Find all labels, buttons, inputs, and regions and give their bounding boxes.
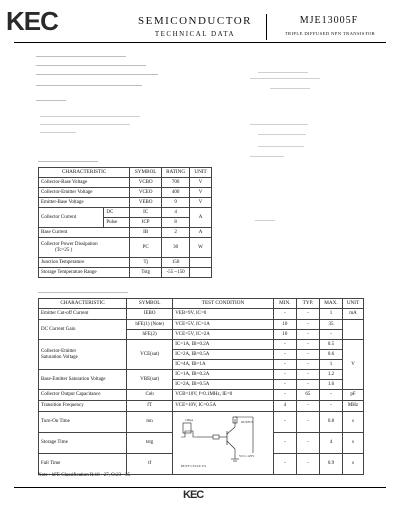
cell: VCE=5V, IC=1A	[173, 320, 274, 330]
cell: ton	[127, 412, 173, 433]
col-header: UNIT	[190, 168, 212, 178]
cell: s	[343, 412, 364, 433]
col-header: TEST CONDITION	[173, 299, 274, 309]
footer-kec-logo: KEC	[183, 489, 204, 501]
cell: IC=1A, IB=0.2A	[173, 370, 274, 380]
cell: Fall Time	[39, 454, 127, 475]
cell: tf	[127, 454, 173, 475]
table-row	[39, 268, 212, 278]
table-row	[39, 258, 212, 268]
resistor	[213, 435, 219, 439]
cell: -	[273, 380, 296, 390]
cell: Emitter Cut-off Current	[39, 309, 127, 320]
cell: 150	[162, 258, 190, 268]
table-row	[39, 178, 212, 188]
header-rule	[14, 42, 386, 43]
cell: -55 ~150	[162, 268, 190, 278]
table-row	[39, 401, 364, 412]
cell: tstg	[127, 433, 173, 454]
cell: V	[190, 198, 212, 208]
cell: -	[296, 433, 319, 454]
faint-drawing-line	[258, 146, 304, 147]
cell: MHz	[343, 401, 364, 412]
cell: 4	[319, 433, 342, 454]
cell: Emitter-Base Voltage	[39, 198, 130, 208]
part-number: MJE13005F	[299, 15, 359, 26]
cell: V	[190, 178, 212, 188]
cell: Collector-Emitter Voltage	[39, 188, 130, 198]
cell: Cob	[127, 390, 173, 401]
electrical-characteristics-table	[38, 298, 364, 475]
col-header: UNIT	[343, 299, 364, 309]
cell: -	[296, 330, 319, 340]
cell: Turn-On Time	[39, 412, 127, 433]
cell: Collector-Base Voltage	[39, 178, 130, 188]
cell: IC=1A, IB=0.2A	[173, 340, 274, 350]
cell: -	[296, 360, 319, 370]
col-header: MIN.	[273, 299, 296, 309]
cell: 9	[162, 198, 190, 208]
circuit-label: VCC=125V	[239, 454, 255, 458]
cell: -	[273, 360, 296, 370]
circuit-label: OUTPUT	[241, 420, 254, 424]
cell: A	[190, 228, 212, 238]
cell: VCE(sat)	[127, 340, 173, 370]
cell: 1	[319, 309, 342, 320]
cell: 700	[162, 178, 190, 188]
cell: VBE(sat)	[127, 370, 173, 390]
cell: s	[343, 433, 364, 454]
faint-text-line	[40, 132, 76, 133]
cell: pF	[343, 390, 364, 401]
part-description: TRIPLE DIFFUSED NPN TRANSISTOR	[284, 31, 376, 36]
cell-line: Saturation Voltage	[41, 354, 78, 360]
table-row	[39, 340, 364, 350]
col-header: SYMBOL	[130, 168, 162, 178]
faint-text-line	[36, 74, 158, 75]
cell: Storage Temperature Range	[39, 268, 130, 278]
col-header: SYMBOL	[127, 299, 173, 309]
cell: 400	[162, 188, 190, 198]
cell-line: (Tc=25 )	[55, 247, 73, 253]
transistor-collector	[227, 427, 235, 434]
cell: -	[273, 350, 296, 360]
header-divider	[266, 14, 267, 40]
cell: mA	[343, 309, 364, 320]
table-row	[39, 320, 364, 330]
cell: -	[319, 401, 342, 412]
col-header: RATING	[162, 168, 190, 178]
cell	[343, 320, 364, 340]
col-header: CHARACTERISTIC	[39, 168, 130, 178]
pulse-waveform	[181, 431, 197, 437]
cell: -	[296, 340, 319, 350]
cell: IB	[130, 228, 162, 238]
cell: VCB=10V, f=0.1MHz, IE=0	[173, 390, 274, 401]
cell: Junction Temperature	[39, 258, 130, 268]
table-row	[39, 198, 212, 208]
cell: VCEO	[130, 188, 162, 198]
footer-rule	[14, 487, 386, 488]
cell: -	[319, 390, 342, 401]
cell: PC	[130, 238, 162, 258]
cell: -	[273, 370, 296, 380]
cell: 10	[273, 330, 296, 340]
cell: hFE(1) (Note)	[127, 320, 173, 330]
cell: 2	[162, 228, 190, 238]
faint-text-line	[40, 116, 140, 117]
cell: Base Current	[39, 228, 130, 238]
cell: IC	[130, 208, 162, 218]
circuit-label: DUTY CYCLE 2%	[181, 464, 207, 468]
cell: -	[296, 454, 319, 475]
cell: Collector Output Capacitance	[39, 390, 127, 401]
cell: ICP	[130, 218, 162, 228]
transistor-emitter	[227, 441, 235, 449]
cell: V	[343, 340, 364, 390]
table-row	[39, 370, 364, 380]
cell: -	[296, 401, 319, 412]
cell	[39, 340, 127, 370]
hfe-classification-note: Note : hFE Classification R:18 ~27, O:23 ~35	[38, 473, 131, 478]
header-title: SEMICONDUCTOR	[137, 15, 253, 27]
cell: 1	[319, 360, 342, 370]
faint-drawing-line	[270, 88, 310, 89]
cell: Transition Frequency	[39, 401, 127, 412]
cell	[190, 268, 212, 278]
table-row	[39, 309, 364, 320]
cell: IC=4A, IB=1A	[173, 360, 274, 370]
test-circuit-cell	[173, 412, 274, 475]
cell: -	[296, 320, 319, 330]
cell: -	[296, 370, 319, 380]
faint-drawing-line	[250, 156, 284, 157]
cell: fT	[127, 401, 173, 412]
test-circuit-diagram	[173, 413, 267, 473]
cell: -	[319, 330, 342, 340]
cell: VEBO	[130, 198, 162, 208]
cell: -	[296, 412, 319, 433]
cell: 35	[319, 320, 342, 330]
faint-text-line	[40, 124, 130, 125]
table-row	[39, 208, 212, 218]
cell: Storage Time	[39, 433, 127, 454]
cell: 30	[162, 238, 190, 258]
table-row	[39, 412, 364, 433]
cell: -	[296, 380, 319, 390]
cell: 0.9	[319, 454, 342, 475]
cell: VEB=9V, IC=0	[173, 309, 274, 320]
cell: DC Current Gain	[39, 320, 127, 340]
cell: IEBO	[127, 309, 173, 320]
cell: -	[296, 309, 319, 320]
cell: hFE(2)	[127, 330, 173, 340]
cell: 0.5	[319, 340, 342, 350]
cell: 8	[162, 218, 190, 228]
cell: Tstg	[130, 268, 162, 278]
cell: VCE=5V, IC=2A	[173, 330, 274, 340]
cell: -	[273, 390, 296, 401]
cell-line: Collector Power Dissipation	[41, 242, 98, 247]
cell	[39, 238, 130, 258]
cell: Pulse	[104, 218, 130, 228]
cell: 10	[273, 320, 296, 330]
header-subtitle: TECHNICAL DATA	[154, 30, 236, 38]
circuit-label: 100μs	[185, 418, 194, 422]
faint-text-line	[36, 85, 142, 86]
cell: V	[190, 188, 212, 198]
cell: -	[273, 412, 296, 433]
cell-line: Collector-Emitter	[41, 349, 77, 354]
cell: -	[273, 454, 296, 475]
cell: Tj	[130, 258, 162, 268]
cell: Base-Emitter Saturation Voltage	[39, 370, 127, 390]
cell: IC=2A, IB=0.5A	[173, 350, 274, 360]
cell: IC=2A, IB=0.5A	[173, 380, 274, 390]
faint-text-line	[36, 65, 146, 66]
cell: 0.6	[319, 350, 342, 360]
table-row	[39, 390, 364, 401]
kec-logo: KEC	[6, 6, 58, 36]
max-ratings-table	[38, 167, 212, 278]
cell: -	[273, 433, 296, 454]
cell: DC	[104, 208, 130, 218]
table-row	[39, 238, 212, 258]
cell: -	[273, 309, 296, 320]
table-row	[39, 228, 212, 238]
faint-drawing-line	[258, 72, 308, 73]
cell: Collector Current	[39, 208, 104, 228]
col-header: TYP.	[296, 299, 319, 309]
cell: 0.8	[319, 412, 342, 433]
cell: 4	[273, 401, 296, 412]
cell	[190, 258, 212, 268]
faint-drawing-line	[258, 134, 306, 135]
faint-drawing-line	[255, 220, 275, 221]
cell: A	[190, 208, 212, 228]
faint-section-heading	[38, 292, 128, 293]
cell: 4	[162, 208, 190, 218]
cell: 1.2	[319, 370, 342, 380]
cell: -	[296, 350, 319, 360]
faint-section-heading	[38, 161, 98, 162]
faint-text-line	[36, 56, 126, 57]
pulse-source	[183, 423, 191, 433]
cell: W	[190, 238, 212, 258]
cell: VCE=10V, IC=0.5A	[173, 401, 274, 412]
cell: VCBO	[130, 178, 162, 188]
col-header: CHARACTERISTIC	[39, 299, 127, 309]
cell: -	[273, 340, 296, 350]
faint-drawing-line	[250, 78, 320, 79]
col-header: MAX.	[319, 299, 342, 309]
cell: 1.6	[319, 380, 342, 390]
faint-drawing-line	[250, 124, 308, 125]
table-row	[39, 188, 212, 198]
cell: s	[343, 454, 364, 475]
faint-text-line	[36, 100, 66, 101]
cell: 65	[296, 390, 319, 401]
